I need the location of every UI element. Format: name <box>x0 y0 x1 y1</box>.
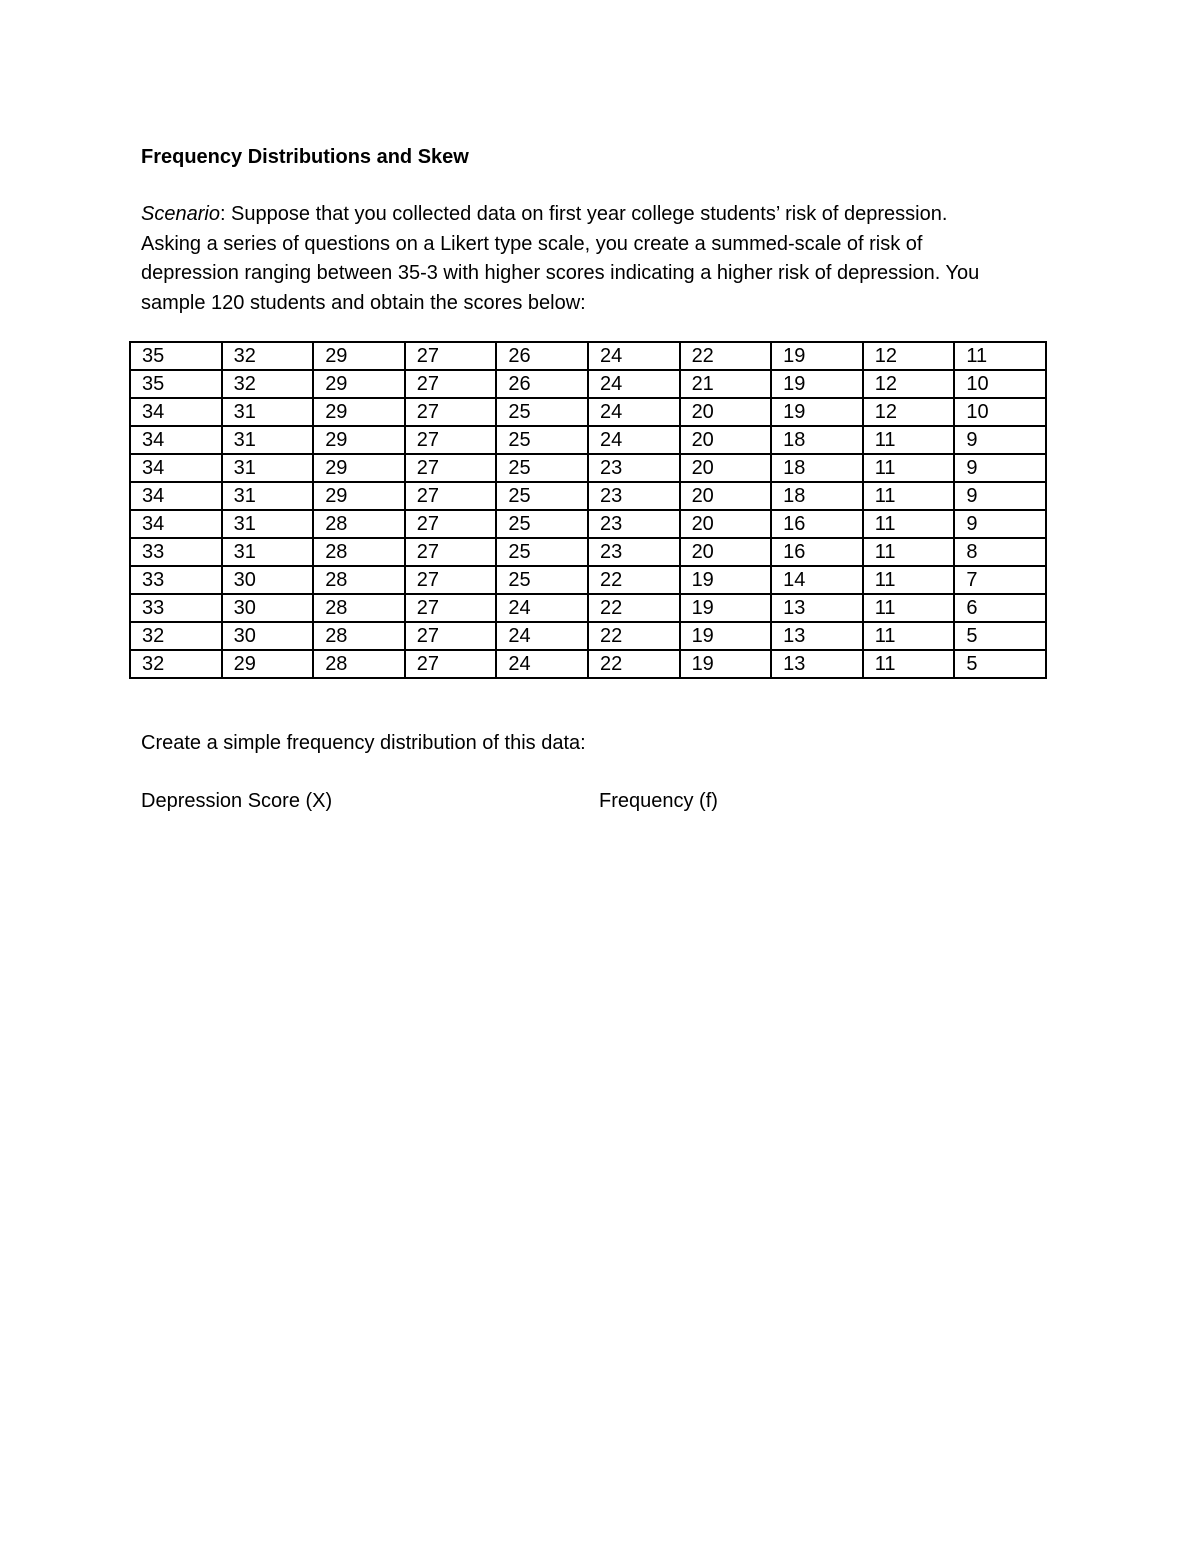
table-cell: 32 <box>222 370 314 398</box>
table-cell: 13 <box>771 650 863 678</box>
table-cell: 19 <box>680 650 772 678</box>
table-cell: 31 <box>222 510 314 538</box>
table-cell: 29 <box>313 426 405 454</box>
table-cell: 11 <box>863 426 955 454</box>
table-cell: 33 <box>130 566 222 594</box>
table-row <box>130 342 1046 370</box>
scenario-line-1 <box>141 200 1061 230</box>
table-cell: 19 <box>771 370 863 398</box>
table-cell: 24 <box>588 398 680 426</box>
frequency-heading: Frequency (f) <box>599 790 718 812</box>
table-cell: 24 <box>588 426 680 454</box>
scores-table <box>129 341 1047 679</box>
table-cell: 32 <box>222 342 314 370</box>
table-row <box>130 566 1046 594</box>
table-cell: 20 <box>680 538 772 566</box>
table-cell: 18 <box>771 482 863 510</box>
table-cell: 28 <box>313 622 405 650</box>
depression-score-heading: Depression Score (X) <box>141 790 333 812</box>
table-cell: 32 <box>130 622 222 650</box>
document-title: Frequency Distributions and Skew <box>141 146 469 168</box>
table-cell: 30 <box>222 566 314 594</box>
table-cell: 27 <box>405 426 497 454</box>
table-cell: 25 <box>496 538 588 566</box>
table-cell: 13 <box>771 622 863 650</box>
table-cell: 9 <box>954 454 1046 482</box>
table-cell: 27 <box>405 454 497 482</box>
table-cell: 20 <box>680 482 772 510</box>
table-cell: 28 <box>313 594 405 622</box>
table-cell: 25 <box>496 398 588 426</box>
table-cell: 31 <box>222 398 314 426</box>
table-cell: 22 <box>588 650 680 678</box>
frequency-prompt: Create a simple frequency distribution of this data: <box>141 732 586 754</box>
table-cell: 11 <box>863 650 955 678</box>
table-cell: 16 <box>771 510 863 538</box>
table-cell: 27 <box>405 482 497 510</box>
table-cell: 11 <box>863 454 955 482</box>
table-cell: 34 <box>130 426 222 454</box>
table-cell: 11 <box>863 482 955 510</box>
table-cell: 35 <box>130 370 222 398</box>
table-cell: 33 <box>130 594 222 622</box>
table-cell: 11 <box>863 538 955 566</box>
table-row <box>130 398 1046 426</box>
table-cell: 13 <box>771 594 863 622</box>
table-cell: 31 <box>222 426 314 454</box>
table-cell: 23 <box>588 510 680 538</box>
table-cell: 24 <box>496 650 588 678</box>
table-cell: 12 <box>863 342 955 370</box>
table-cell: 20 <box>680 454 772 482</box>
table-cell: 29 <box>313 454 405 482</box>
table-cell: 34 <box>130 482 222 510</box>
table-cell: 9 <box>954 426 1046 454</box>
table-cell: 22 <box>588 622 680 650</box>
table-cell: 24 <box>588 342 680 370</box>
table-row <box>130 482 1046 510</box>
table-row <box>130 370 1046 398</box>
table-cell: 11 <box>863 594 955 622</box>
table-row <box>130 426 1046 454</box>
table-row <box>130 454 1046 482</box>
table-cell: 28 <box>313 538 405 566</box>
table-row <box>130 510 1046 538</box>
table-cell: 32 <box>130 650 222 678</box>
table-cell: 28 <box>313 566 405 594</box>
scenario-line-4: sample 120 students and obtain the scores below: <box>141 291 586 314</box>
table-cell: 27 <box>405 370 497 398</box>
table-cell: 16 <box>771 538 863 566</box>
table-cell: 8 <box>954 538 1046 566</box>
scenario-line-3: depression ranging between 35-3 with higher scores indicating a higher risk of depression. You <box>141 262 980 284</box>
table-cell: 22 <box>588 594 680 622</box>
table-cell: 27 <box>405 566 497 594</box>
table-cell: 28 <box>313 650 405 678</box>
table-cell: 25 <box>496 482 588 510</box>
table-cell: 34 <box>130 454 222 482</box>
scenario-line-2: Asking a series of questions on a Likert type scale, you create a summed-scale of risk of <box>141 232 923 255</box>
table-cell: 26 <box>496 342 588 370</box>
table-cell: 33 <box>130 538 222 566</box>
table-cell: 34 <box>130 398 222 426</box>
table-cell: 25 <box>496 426 588 454</box>
table-cell: 31 <box>222 538 314 566</box>
table-cell: 25 <box>496 510 588 538</box>
table-cell: 19 <box>680 622 772 650</box>
table-cell: 27 <box>405 342 497 370</box>
table-cell: 27 <box>405 398 497 426</box>
table-cell: 27 <box>405 510 497 538</box>
table-row <box>130 594 1046 622</box>
scenario-label: Scenario <box>141 203 220 225</box>
table-cell: 29 <box>313 482 405 510</box>
table-cell: 12 <box>863 370 955 398</box>
table-cell: 11 <box>863 622 955 650</box>
table-cell: 27 <box>405 538 497 566</box>
scores-table-body <box>130 342 1046 678</box>
table-cell: 29 <box>313 370 405 398</box>
table-cell: 20 <box>680 510 772 538</box>
table-cell: 23 <box>588 454 680 482</box>
table-cell: 22 <box>680 342 772 370</box>
table-cell: 23 <box>588 538 680 566</box>
scenario-text-1: : Suppose that you collected data on first year college students’ risk of depression. <box>219 203 948 225</box>
table-cell: 25 <box>496 454 588 482</box>
table-cell: 11 <box>954 342 1046 370</box>
table-cell: 19 <box>771 398 863 426</box>
table-cell: 14 <box>771 566 863 594</box>
table-cell: 19 <box>680 566 772 594</box>
table-cell: 7 <box>954 566 1046 594</box>
table-cell: 9 <box>954 482 1046 510</box>
table-cell: 23 <box>588 482 680 510</box>
table-cell: 9 <box>954 510 1046 538</box>
table-cell: 30 <box>222 594 314 622</box>
table-cell: 18 <box>771 454 863 482</box>
table-cell: 28 <box>313 510 405 538</box>
table-cell: 24 <box>496 594 588 622</box>
table-cell: 27 <box>405 622 497 650</box>
table-cell: 27 <box>405 650 497 678</box>
table-cell: 11 <box>863 566 955 594</box>
table-cell: 10 <box>954 398 1046 426</box>
table-row <box>130 650 1046 678</box>
table-cell: 24 <box>496 622 588 650</box>
table-cell: 11 <box>863 510 955 538</box>
table-cell: 29 <box>313 398 405 426</box>
table-cell: 25 <box>496 566 588 594</box>
table-cell: 26 <box>496 370 588 398</box>
table-cell: 27 <box>405 594 497 622</box>
table-cell: 35 <box>130 342 222 370</box>
table-cell: 34 <box>130 510 222 538</box>
table-cell: 20 <box>680 398 772 426</box>
table-cell: 24 <box>588 370 680 398</box>
table-row <box>130 538 1046 566</box>
table-cell: 5 <box>954 650 1046 678</box>
table-cell: 31 <box>222 482 314 510</box>
table-cell: 22 <box>588 566 680 594</box>
table-cell: 29 <box>222 650 314 678</box>
table-cell: 19 <box>771 342 863 370</box>
table-cell: 20 <box>680 426 772 454</box>
table-cell: 30 <box>222 622 314 650</box>
table-cell: 31 <box>222 454 314 482</box>
table-cell: 19 <box>680 594 772 622</box>
table-cell: 29 <box>313 342 405 370</box>
scenario-paragraph <box>141 200 1061 318</box>
table-cell: 5 <box>954 622 1046 650</box>
table-cell: 18 <box>771 426 863 454</box>
table-cell: 6 <box>954 594 1046 622</box>
table-cell: 21 <box>680 370 772 398</box>
table-row <box>130 622 1046 650</box>
table-cell: 12 <box>863 398 955 426</box>
table-cell: 10 <box>954 370 1046 398</box>
